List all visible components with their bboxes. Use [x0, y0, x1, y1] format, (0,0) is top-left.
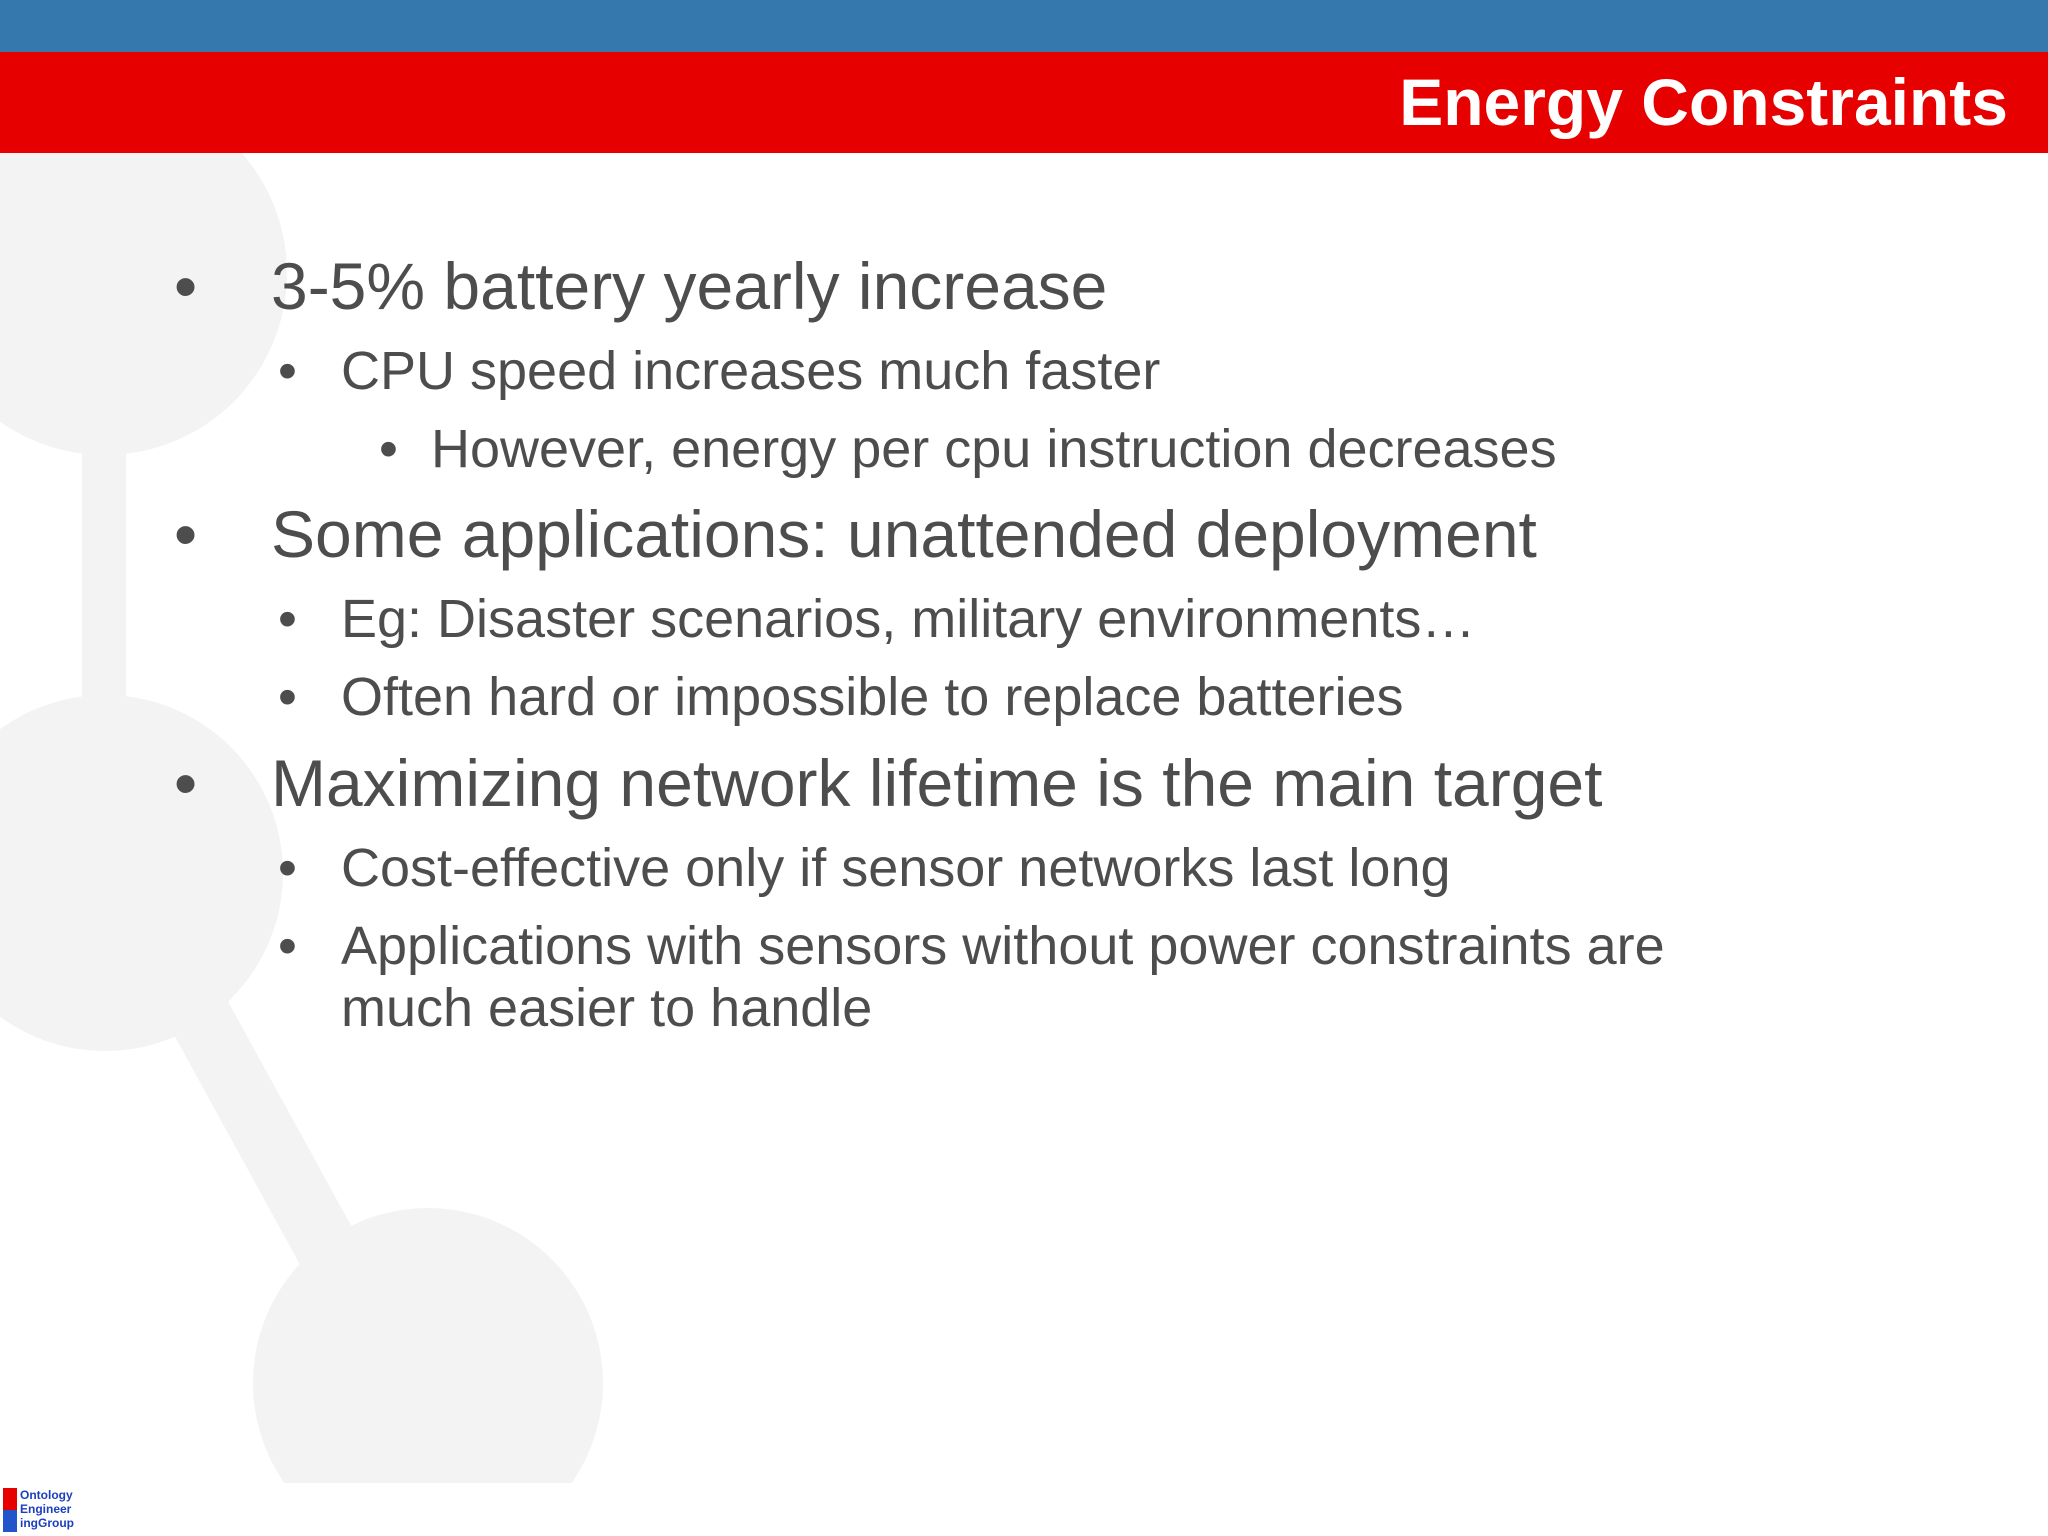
bullet-text: However, energy per cpu instruction decreases — [431, 419, 1557, 479]
logo-text — [20, 1488, 74, 1530]
bullet-marker: • — [174, 249, 198, 323]
bullet-marker: • — [278, 341, 297, 401]
slide-title: Energy Constraints — [1399, 65, 2008, 139]
bullet-text: Often hard or impossible to replace batteries — [341, 667, 1404, 727]
bullet-text: Some applications: unattended deployment — [271, 497, 1537, 571]
bullet-text: Cost-effective only if sensor networks last long — [341, 838, 1451, 898]
logo-line: Ontology — [20, 1488, 73, 1502]
logo-line: ingGroup — [20, 1516, 74, 1530]
bullet-marker: • — [278, 916, 297, 976]
bullet-marker: • — [278, 838, 297, 898]
bullet-marker: • — [278, 667, 297, 727]
bullet-marker: • — [174, 746, 198, 820]
logo-mark — [3, 1488, 17, 1532]
bullet-marker: • — [174, 497, 198, 571]
bullet-marker: • — [278, 589, 297, 649]
bullet-marker: • — [379, 419, 398, 479]
ontology-engineering-group-logo — [3, 1488, 73, 1532]
bullet-text: Applications with sensors without power constraints are — [341, 916, 1665, 976]
bullet-text: Maximizing network lifetime is the main target — [271, 746, 1603, 820]
bullet-text: Eg: Disaster scenarios, military environments… — [341, 589, 1476, 649]
bullet-text: CPU speed increases much faster — [341, 341, 1161, 401]
bullet-text: much easier to handle — [341, 978, 873, 1038]
bullet-text: 3-5% battery yearly increase — [271, 249, 1108, 323]
logo-line: Engineer — [20, 1502, 72, 1516]
